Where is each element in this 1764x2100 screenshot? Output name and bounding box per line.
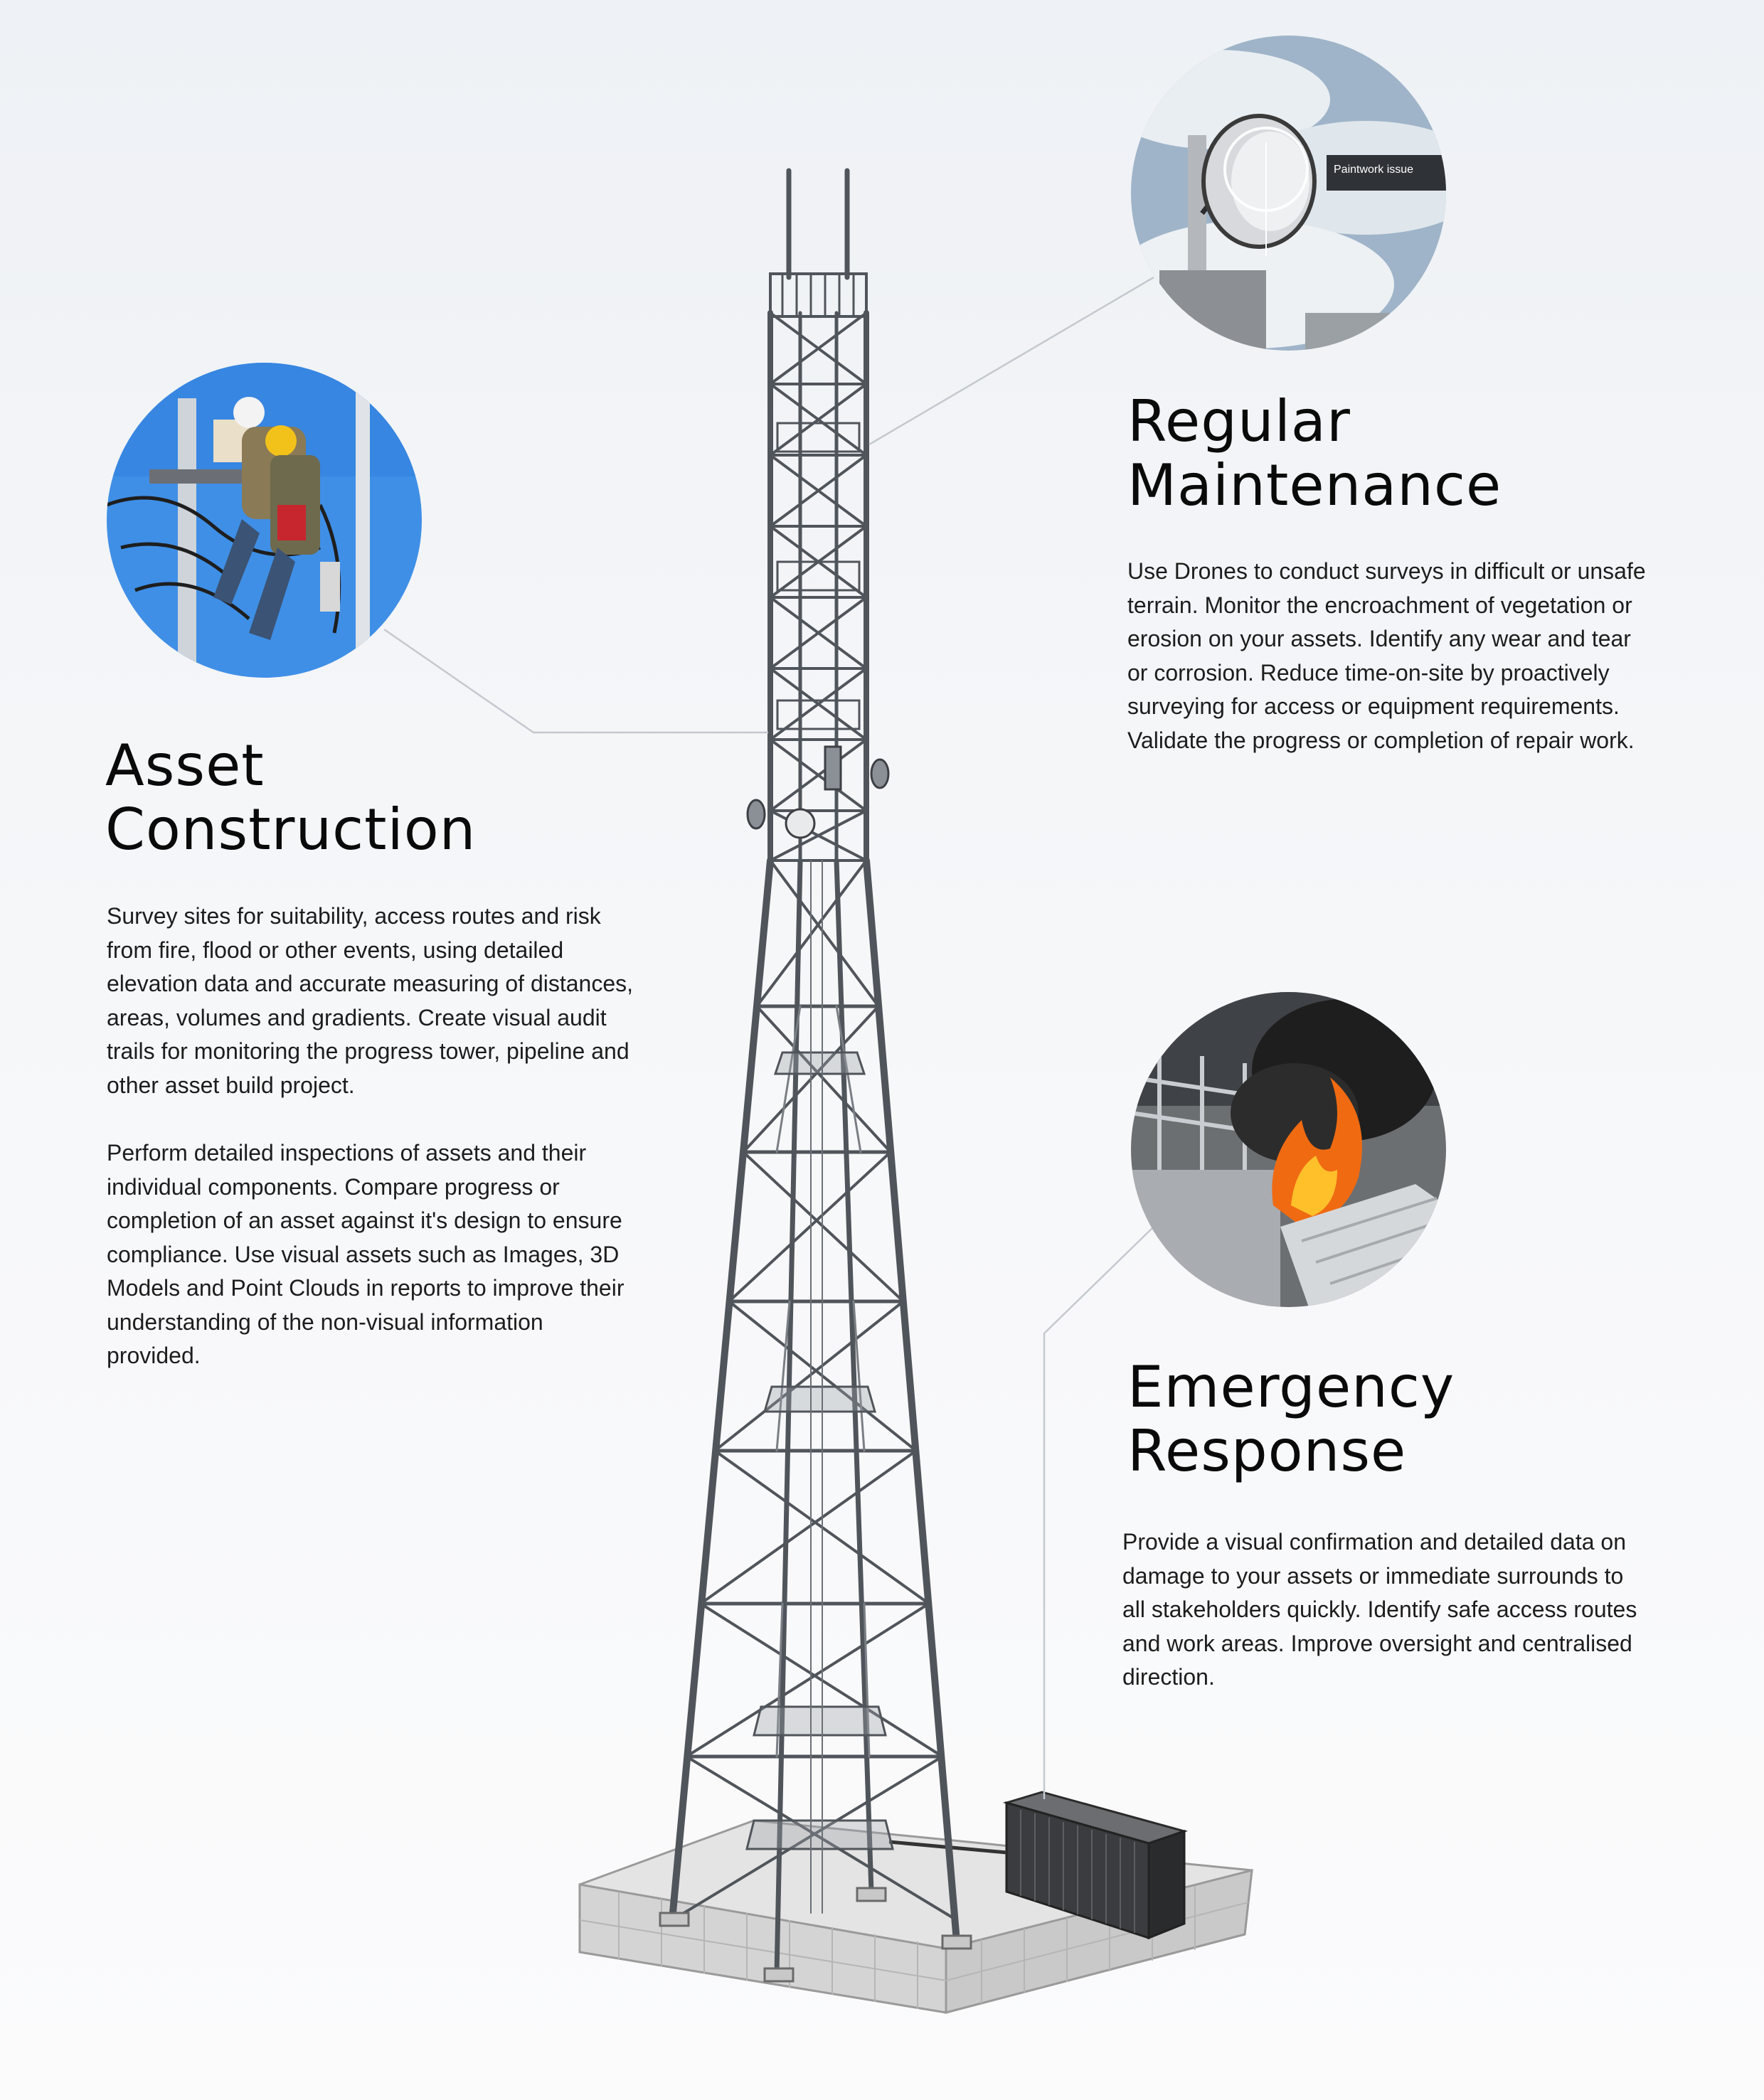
- regular-maintenance-heading: [1127, 390, 1502, 518]
- asset-construction-paragraph-2: Perform detailed inspections of assets and their individual components. Compare progress or completion of an asset against it's design to ensure compliance. Use visual assets such as Images, 3D Models and Point Clouds in reports to improve their understanding of the non-visual information provided.: [107, 1140, 625, 1368]
- regular-maintenance-heading-line2: Maintenance: [1127, 452, 1502, 518]
- emergency-response-heading-line1: Emergency: [1127, 1354, 1455, 1420]
- emergency-response-paragraph: Provide a visual confirmation and detailed data on damage to your assets or immediate surrounds to all stakeholders quickly. Identify safe access routes and work areas. Improve oversight and centralised direction.: [1122, 1529, 1637, 1690]
- asset-construction-paragraph-1: Survey sites for suitability, access routes and risk from fire, flood or other events, using detailed elevation data and accurate measuring of distances, areas, volumes and gradients. Create visual audit trails for monitoring the progress tower, pipeline and other asset build project.: [107, 903, 634, 1098]
- regular-maintenance-paragraph: Use Drones to conduct surveys in difficult or unsafe terrain. Monitor the encroachment of vegetation or erosion on your assets. Identify any wear and tear or corrosion. Reduce time-on-site by proactively surveying for access or equipment requirements. Validate the progress or completion of repair work.: [1127, 558, 1646, 753]
- emergency-response-heading-line2: Response: [1127, 1418, 1407, 1484]
- construction-photo: [107, 363, 422, 678]
- emergency-photo: [1131, 992, 1446, 1307]
- lattice-tower: [660, 171, 971, 1981]
- asset-construction-heading-line1: Asset: [105, 732, 265, 799]
- asset-construction-heading: [105, 734, 476, 862]
- regular-maintenance-heading-line1: Regular: [1127, 388, 1351, 454]
- emergency-response-heading: [1127, 1355, 1455, 1483]
- asset-construction-heading-line2: Construction: [105, 796, 477, 863]
- maintenance-photo: [1131, 36, 1446, 351]
- paintwork-issue-label: Paintwork issue: [1334, 164, 1414, 176]
